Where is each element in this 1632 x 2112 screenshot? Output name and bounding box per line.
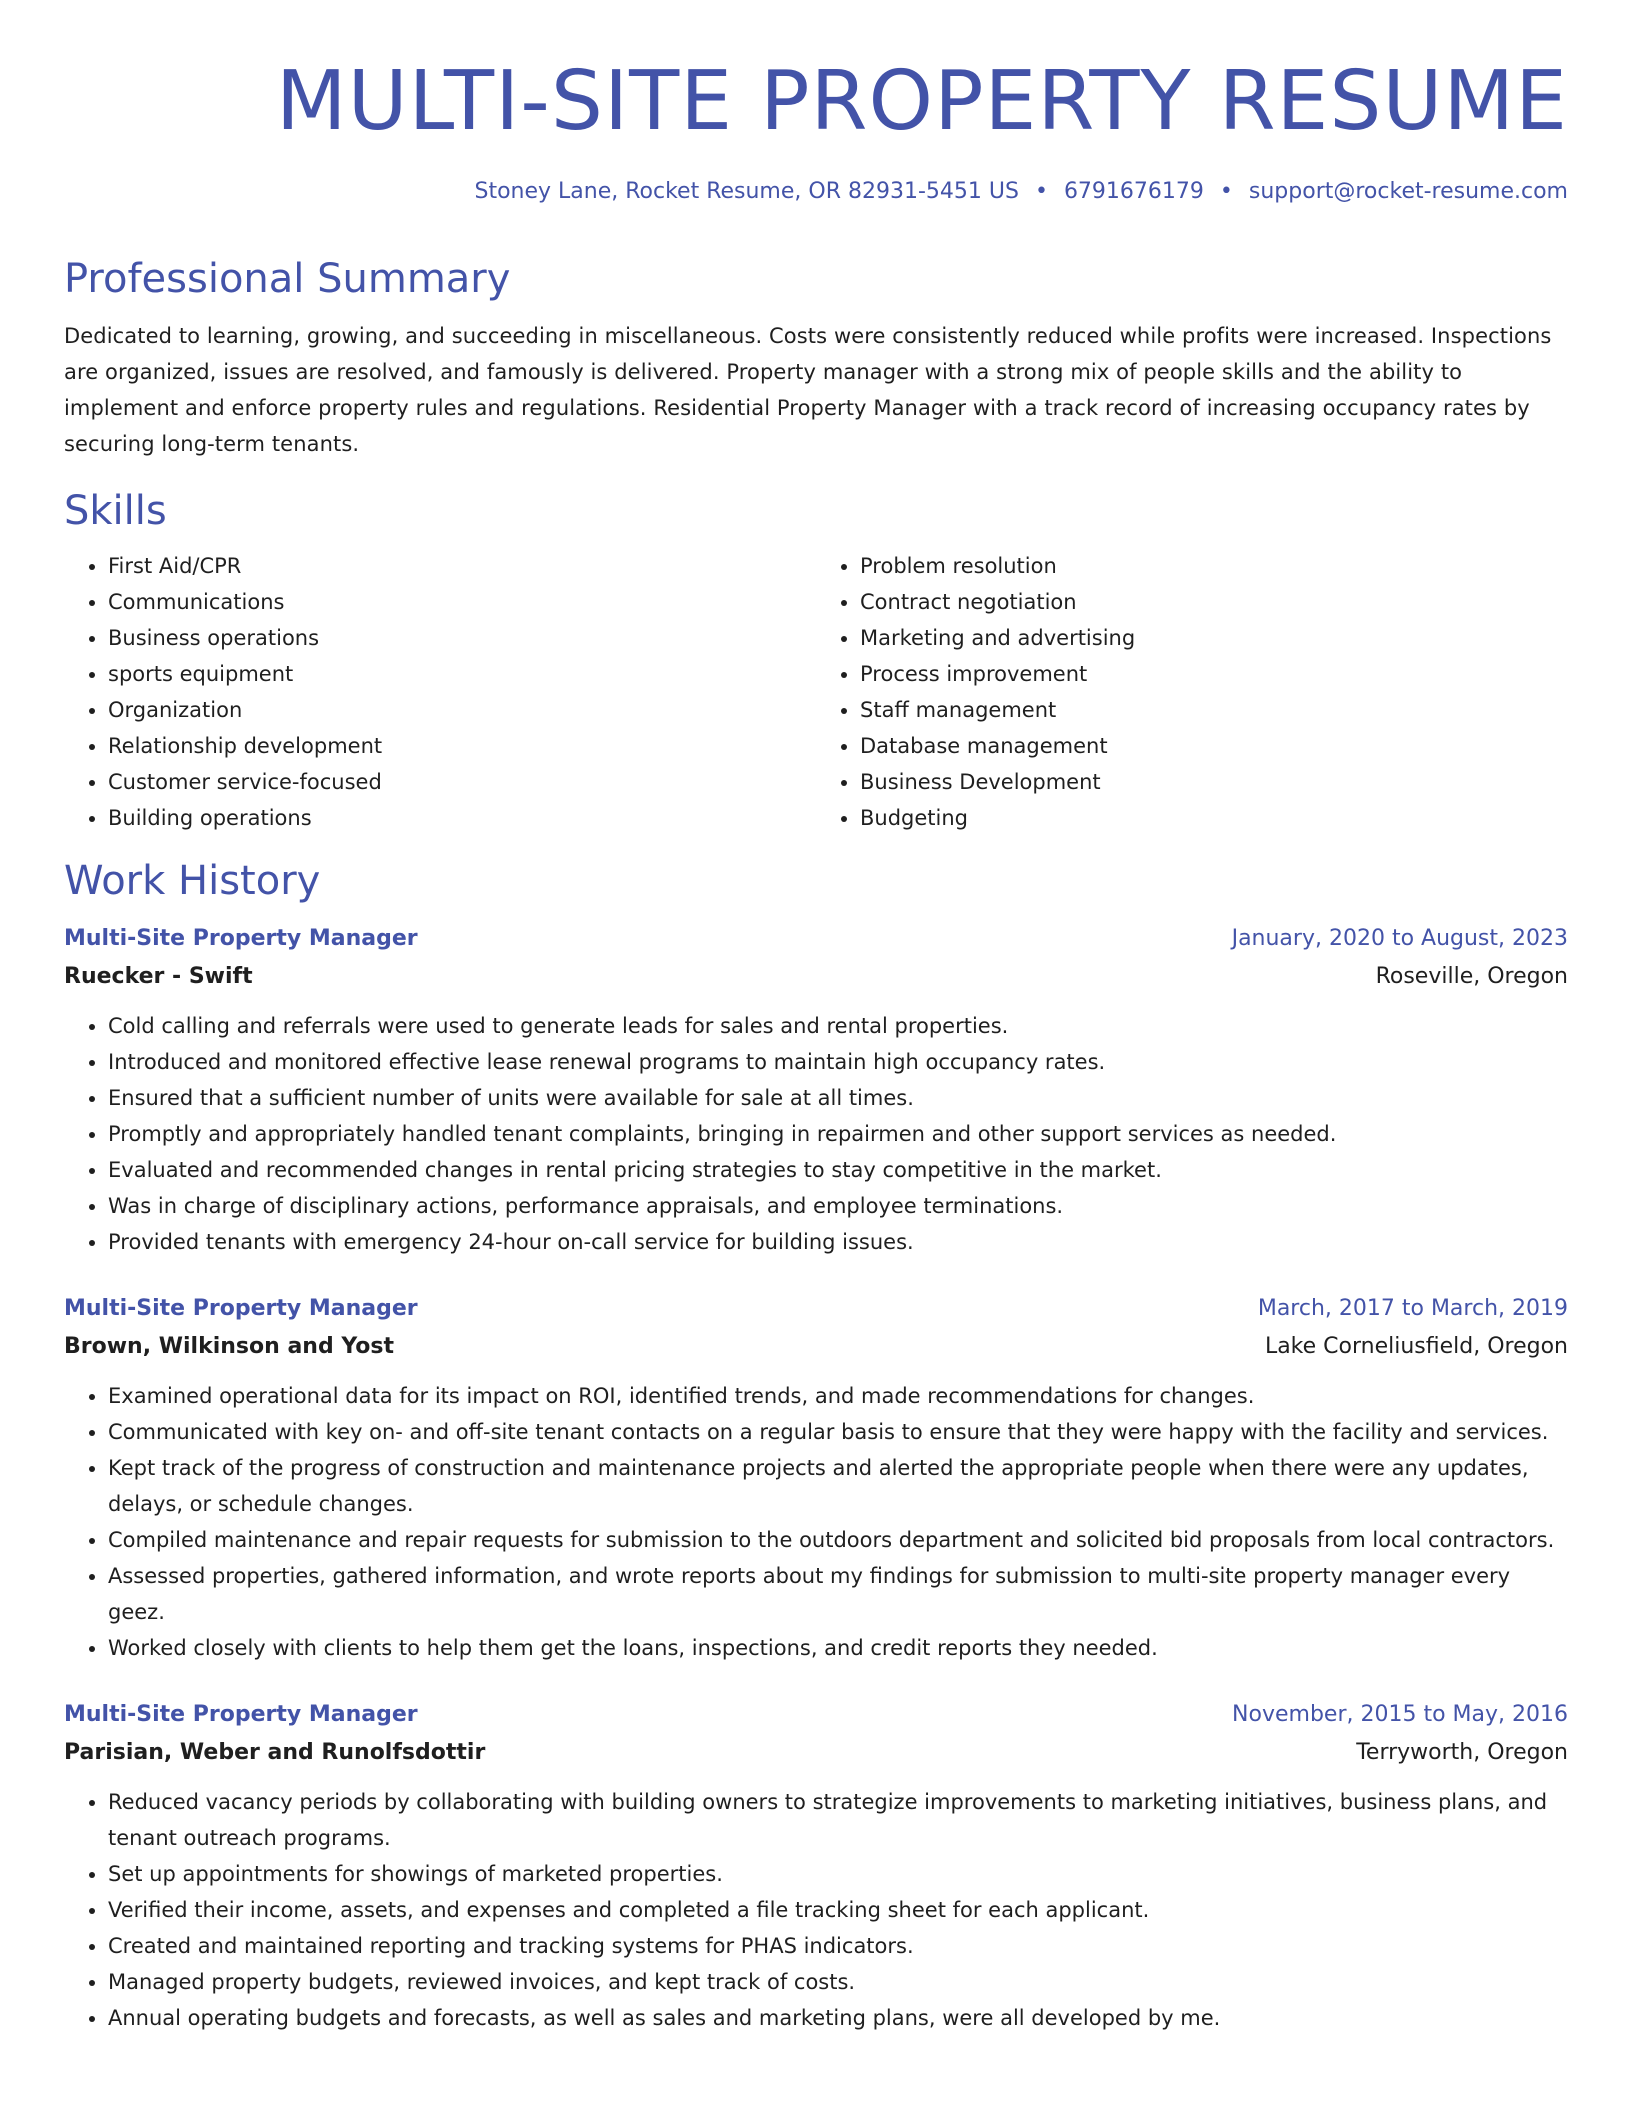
skill-item: • Building operations (108, 800, 816, 836)
job-title: Multi-Site Property Manager (64, 1702, 418, 1727)
job-bullet: • Communicated with key on- and off-site tenant contacts on a regular basis to ensure that they were happy with the facility and services. (108, 1414, 1568, 1450)
job-header-row (64, 1290, 1568, 1328)
job-title: Multi-Site Property Manager (64, 926, 418, 951)
job-bullet: • Cold calling and referrals were used to generate leads for sales and rental properties. (108, 1008, 1568, 1044)
job-company: Parisian, Weber and Runolfsdottir (64, 1740, 486, 1765)
skill-item: • First Aid/CPR (108, 548, 816, 584)
job-company: Brown, Wilkinson and Yost (64, 1334, 394, 1359)
contact-line (64, 176, 1568, 208)
skills-column-right (816, 548, 1568, 836)
job-bullets (64, 1008, 1568, 1260)
summary-text: Dedicated to learning, growing, and succeeding in miscellaneous. Costs were consistently reduced while profits were increased. Inspections are organized, issues are resolved, and famously is delivered. Property manager with a strong mix of people skills and the ability to implement and enforce property rules and regulations. Residential Property Manager with a track record of increasing occupancy rates by securing long-term tenants. (64, 324, 1552, 456)
skill-item: • Customer service-focused (108, 764, 816, 800)
job-entry (64, 1290, 1568, 1666)
skills-list (64, 548, 1568, 836)
resume-title: MULTI-SITE PROPERTY RESUME (275, 54, 1568, 149)
job-dates: March, 2017 to March, 2019 (1257, 1296, 1568, 1321)
job-bullet: • Examined operational data for its impact on ROI, identified trends, and made recommendations for changes. (108, 1378, 1568, 1414)
job-bullet: • Assessed properties, gathered information, and wrote reports about my findings for submission to multi-site property manager every geez. (108, 1558, 1568, 1630)
job-bullet: • Was in charge of disciplinary actions, performance appraisals, and employee terminations. (108, 1188, 1568, 1224)
job-bullet: • Reduced vacancy periods by collaborating with building owners to strategize improvements to marketing initiatives, business plans, and tenant outreach programs. (108, 1784, 1568, 1856)
job-bullets (64, 1378, 1568, 1666)
work-history-heading: Work History (64, 858, 321, 904)
skill-item: • Relationship development (108, 728, 816, 764)
skill-item: • Business operations (108, 620, 816, 656)
job-location: Roseville, Oregon (1375, 964, 1568, 989)
job-bullet: • Worked closely with clients to help them get the loans, inspections, and credit reports they needed. (108, 1630, 1568, 1666)
job-company-row (64, 1734, 1568, 1772)
skill-item: • Communications (108, 584, 816, 620)
job-bullet: • Kept track of the progress of construction and maintenance projects and alerted the appropriate people when there were any updates, delays, or schedule changes. (108, 1450, 1568, 1522)
job-header-row (64, 920, 1568, 958)
contact-address: Stoney Lane, Rocket Resume, OR 82931-5451 US (474, 179, 1019, 204)
skill-item: • Process improvement (860, 656, 1568, 692)
job-company-row (64, 958, 1568, 996)
job-entry (64, 920, 1568, 1260)
job-location: Lake Corneliusfield, Oregon (1264, 1334, 1568, 1359)
skill-item: • Marketing and advertising (860, 620, 1568, 656)
job-entry (64, 1696, 1568, 2036)
contact-separator: • (1034, 179, 1048, 204)
job-bullet: • Annual operating budgets and forecasts, as well as sales and marketing plans, were all developed by me. (108, 2000, 1568, 2036)
job-bullet: • Set up appointments for showings of marketed properties. (108, 1856, 1568, 1892)
job-title: Multi-Site Property Manager (64, 1296, 418, 1321)
job-bullet: • Introduced and monitored effective lease renewal programs to maintain high occupancy rates. (108, 1044, 1568, 1080)
job-company: Ruecker - Swift (64, 964, 253, 989)
skill-item: • sports equipment (108, 656, 816, 692)
job-bullet: • Ensured that a sufficient number of units were available for sale at all times. (108, 1080, 1568, 1116)
contact-email: support@rocket-resume.com (1248, 179, 1568, 204)
job-bullet: • Compiled maintenance and repair requests for submission to the outdoors department and solicited bid proposals from local contractors. (108, 1522, 1568, 1558)
contact-phone: 6791676179 (1063, 179, 1204, 204)
job-bullets (64, 1784, 1568, 2036)
skills-heading: Skills (64, 488, 167, 534)
skills-column-left (64, 548, 816, 836)
contact-separator: • (1219, 179, 1233, 204)
job-bullet: • Verified their income, assets, and expenses and completed a file tracking sheet for each applicant. (108, 1892, 1568, 1928)
job-bullet: • Evaluated and recommended changes in rental pricing strategies to stay competitive in the market. (108, 1152, 1568, 1188)
skill-item: • Database management (860, 728, 1568, 764)
job-bullet: • Provided tenants with emergency 24-hour on-call service for building issues. (108, 1224, 1568, 1260)
job-header-row (64, 1696, 1568, 1734)
job-dates: November, 2015 to May, 2016 (1232, 1702, 1568, 1727)
skill-item: • Budgeting (860, 800, 1568, 836)
job-bullet: • Created and maintained reporting and tracking systems for PHAS indicators. (108, 1928, 1568, 1964)
skill-item: • Contract negotiation (860, 584, 1568, 620)
job-bullet: • Promptly and appropriately handled tenant complaints, bringing in repairmen and other support services as needed. (108, 1116, 1568, 1152)
skill-item: • Staff management (860, 692, 1568, 728)
job-location: Terryworth, Oregon (1356, 1740, 1568, 1765)
skill-item: • Organization (108, 692, 816, 728)
job-bullet: • Managed property budgets, reviewed invoices, and kept track of costs. (108, 1964, 1568, 2000)
job-dates: January, 2020 to August, 2023 (1231, 926, 1568, 951)
skill-item: • Business Development (860, 764, 1568, 800)
summary-heading: Professional Summary (64, 256, 511, 302)
skill-item: • Problem resolution (860, 548, 1568, 584)
job-company-row (64, 1328, 1568, 1366)
